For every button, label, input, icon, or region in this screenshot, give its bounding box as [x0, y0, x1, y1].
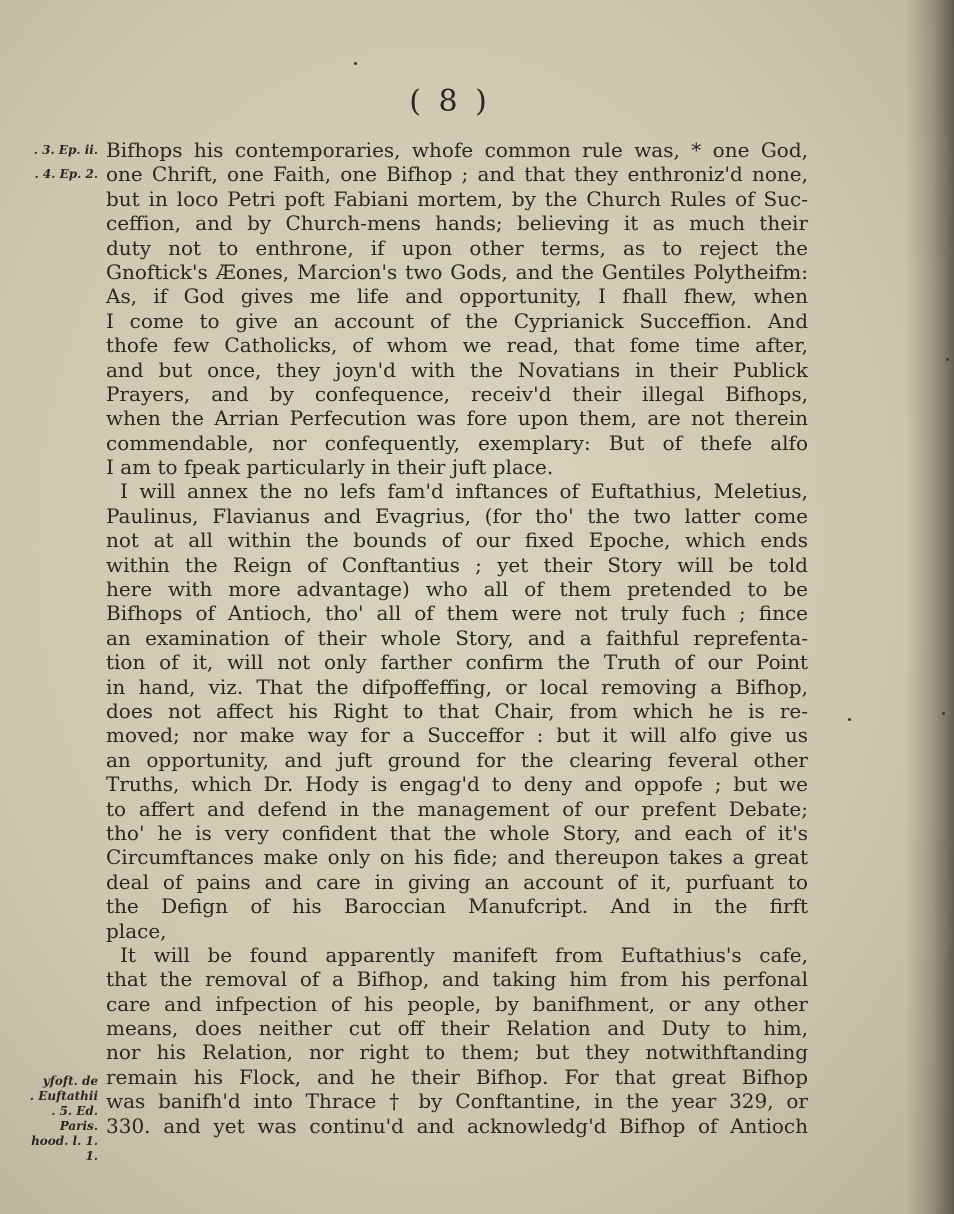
- text-line: within the Reign of Conftantius ; yet their Story will be told: [106, 552, 808, 577]
- text-line: Paulinus, Flavianus and Evagrius, (for tho' the two latter come: [106, 503, 808, 528]
- text-line: to affert and defend in the management of our prefent Debate;: [106, 796, 808, 821]
- ink-speck: [848, 718, 851, 721]
- text-line: I am to fpeak particularly in their juft place.: [106, 455, 554, 480]
- text-line: deal of pains and care in giving an account of it, purfuant to: [106, 869, 808, 894]
- ink-speck: [942, 712, 945, 715]
- ink-speck: [946, 358, 949, 361]
- text-line: I come to give an account of the Cyprianick Succeffion. And: [106, 308, 808, 333]
- text-line: I will annex the no lefs fam'd inftances of Euftathius, Meletius,: [120, 479, 808, 504]
- margin-note: yfoft. de: [42, 1074, 98, 1088]
- text-line: an opportunity, and juft ground for the clearing feveral other: [106, 747, 808, 772]
- text-line: one Chrift, one Faith, one Bifhop ; and that they enthroniz'd none,: [106, 162, 808, 187]
- text-line: As, if God gives me life and opportunity, I fhall fhew, when: [106, 284, 808, 309]
- text-line: Bifhops his contemporaries, whofe common rule was, * one God,: [106, 138, 808, 162]
- text-line: the Defign of his Baroccian Manufcript. And in the firft: [106, 894, 808, 919]
- text-line: tion of it, will not only farther confirm the Truth of our Point: [106, 650, 808, 675]
- text-line: that the removal of a Bifhop, and taking him from his perfonal: [106, 967, 808, 992]
- margin-note: 1.: [85, 1149, 98, 1163]
- text-line: remain his Flock, and he their Bifhop. For that great Bifhop: [106, 1064, 808, 1089]
- text-line: It will be found apparently manifeft from Euftathius's cafe,: [120, 942, 808, 967]
- margin-note: hood. l. 1.: [31, 1134, 98, 1148]
- margin-notes-top: [0, 138, 104, 187]
- text-line: here with more advantage) who all of them pretended to be: [106, 577, 808, 602]
- text-line: Gnoftick's Æones, Marcion's two Gods, and the Gentiles Polytheifm:: [106, 259, 808, 284]
- text-line: in hand, viz. That the difpoffeffing, or local removing a Bifhop,: [106, 674, 808, 699]
- text-line: when the Arrian Perfecution was fore upon them, are not therein: [106, 406, 808, 431]
- page-number: ( 8 ): [409, 84, 491, 119]
- margin-notes-bottom: [0, 1074, 104, 1164]
- text-line: place,: [106, 918, 167, 943]
- margin-note: . 3. Ep. ii.: [33, 143, 98, 157]
- text-line: means, does neither cut off their Relation and Duty to him,: [106, 1016, 808, 1041]
- text-line: care and infpection of his people, by banifhment, or any other: [106, 991, 808, 1016]
- text-line: but in loco Petri poft Fabiani mortem, by the Church Rules of Suc-: [106, 186, 808, 211]
- text-line: moved; nor make way for a Succeffor : but it will alfo give us: [106, 723, 808, 748]
- margin-note: . 4. Ep. 2.: [34, 167, 98, 182]
- text-line: Circumftances make only on his fide; and thereupon takes a great: [106, 845, 808, 870]
- text-line: thofe few Catholicks, of whom we read, that fome time after,: [106, 333, 808, 358]
- margin-note: Paris.: [59, 1119, 98, 1133]
- body-text: [106, 138, 808, 1138]
- text-line: nor his Relation, nor right to them; but they notwithftanding: [106, 1040, 808, 1065]
- page-gutter-shadow: [906, 0, 954, 1214]
- ink-speck: [354, 62, 357, 65]
- margin-note: . Euftathii: [29, 1089, 98, 1103]
- text-line: an examination of their whole Story, and a faithful reprefenta-: [106, 625, 808, 650]
- text-line: does not affect his Right to that Chair, from which he is re-: [106, 698, 808, 723]
- margin-note: . 5. Ed.: [51, 1104, 98, 1118]
- text-line: commendable, nor confequently, exemplary: But of thefe alfo: [106, 430, 808, 455]
- text-line: was banifh'd into Thrace † by Conftantine, in the year 329, or: [106, 1089, 808, 1114]
- text-line: 330. and yet was continu'd and acknowledg'd Bifhop of Antioch: [106, 1113, 808, 1138]
- text-line: not at all within the bounds of our fixed Epoche, which ends: [106, 528, 808, 553]
- text-line: Bifhops of Antioch, tho' all of them were not truly fuch ; fince: [106, 601, 808, 626]
- text-line: and but once, they joyn'd with the Novatians in their Publick: [106, 357, 808, 382]
- text-line: ceffion, and by Church-mens hands; believing it as much their: [106, 211, 808, 236]
- text-line: Prayers, and by confequence, receiv'd their illegal Bifhops,: [106, 381, 808, 406]
- text-line: duty not to enthrone, if upon other terms, as to reject the: [106, 235, 808, 260]
- text-line: tho' he is very confident that the whole Story, and each of it's: [106, 820, 808, 845]
- text-line: Truths, which Dr. Hody is engag'd to deny and oppofe ; but we: [106, 772, 808, 797]
